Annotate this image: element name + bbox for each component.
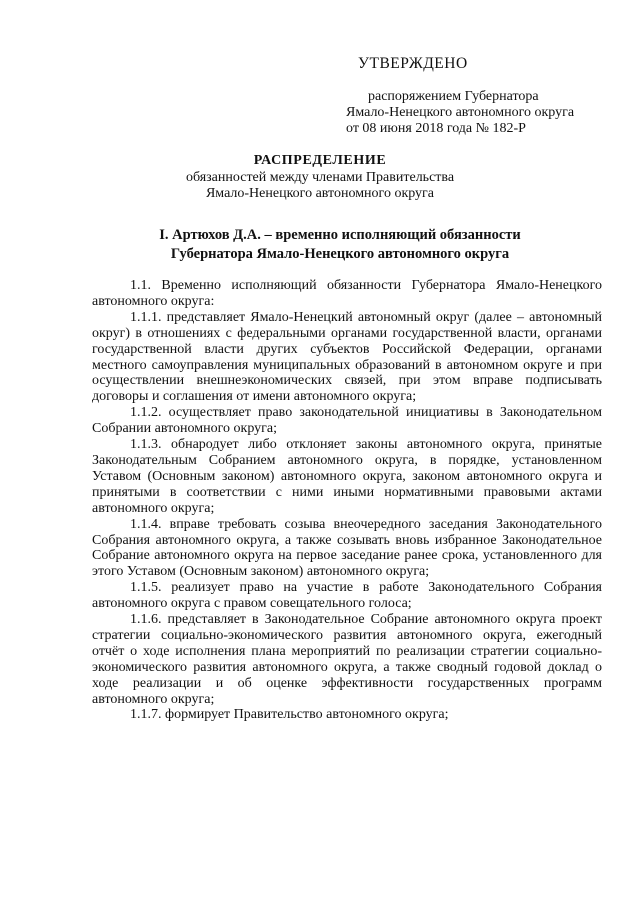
- document-subtitle-line-1: обязанностей между членами Правительства: [185, 170, 455, 185]
- approval-region-line: Ямало-Ненецкого автономного округа: [346, 105, 575, 120]
- paragraph-1-1-1: 1.1.1. представляет Ямало-Ненецкий автономный округ (далее – автономный округ) в отношениях с федеральными органами государственной власти, органами государственной власти других субъектов Российской Федерации, органами местного самоуправления муниципальных образований в автономном округе и при осуществлении внешнеэкономических связей, при этом вправе подписывать договоры и соглашения от имени автономного округа;: [92, 309, 602, 405]
- paragraph-1-1-4: 1.1.4. вправе требовать созыва внеочередного заседания Законодательного Собрания автономного округа, а также созывать вновь избранное Законодательное Собрание автономного округа на первое заседание ранее срока, установленного для этого Уставом (Основным законом) автономного округа;: [92, 516, 602, 580]
- paragraph-1-1-7: 1.1.7. формирует Правительство автономного округа;: [130, 707, 449, 723]
- section-heading: [0, 226, 640, 264]
- paragraph-1-1: 1.1. Временно исполняющий обязанности Губернатора Ямало-Ненецкого автономного округа:: [92, 278, 602, 309]
- section-heading-line-1: I. Артюхов Д.А. – временно исполняющий обязанности: [159, 227, 521, 243]
- document-title: [0, 152, 640, 202]
- document-heading: РАСПРЕДЕЛЕНИЕ: [253, 153, 387, 168]
- paragraph-1-1-3: 1.1.3. обнародует либо отклоняет законы автономного округа, принятые Законодательным Собранием автономного округа, в порядке, установленном Уставом (Основным законом) автономного округа, законом автономного округа и принятыми в соответствии с ними иными нормативными правовыми актами автономного округа;: [92, 437, 602, 516]
- approval-block: [346, 55, 616, 137]
- paragraph-1-1-2: 1.1.2. осуществляет право законодательной инициативы в Законодательном Собрании автономного округа;: [92, 405, 602, 437]
- approval-date-line: от 08 июня 2018 года № 182-Р: [346, 121, 526, 136]
- approval-order-line: распоряжением Губернатора: [368, 89, 539, 104]
- section-heading-line-2: Губернатора Ямало-Ненецкого автономного округа: [170, 246, 510, 262]
- document-subtitle-line-2: Ямало-Ненецкого автономного округа: [205, 186, 435, 201]
- approval-stamp: УТВЕРЖДЕНО: [358, 55, 468, 72]
- document-body: [92, 278, 602, 723]
- paragraph-1-1-6: 1.1.6. представляет в Законодательное Собрание автономного округа проект стратегии социально-экономического развития автономного округа, ежегодный отчёт о ходе исполнения плана мероприятий по реализации стратегии социально-экономического развития автономного округа, а также сводный годовой доклад о ходе реализации и об оценке эффективности государственных программ автономного округа;: [92, 612, 602, 707]
- paragraph-1-1-5: 1.1.5. реализует право на участие в работе Законодательного Собрания автономного округа с правом совещательного голоса;: [92, 580, 602, 612]
